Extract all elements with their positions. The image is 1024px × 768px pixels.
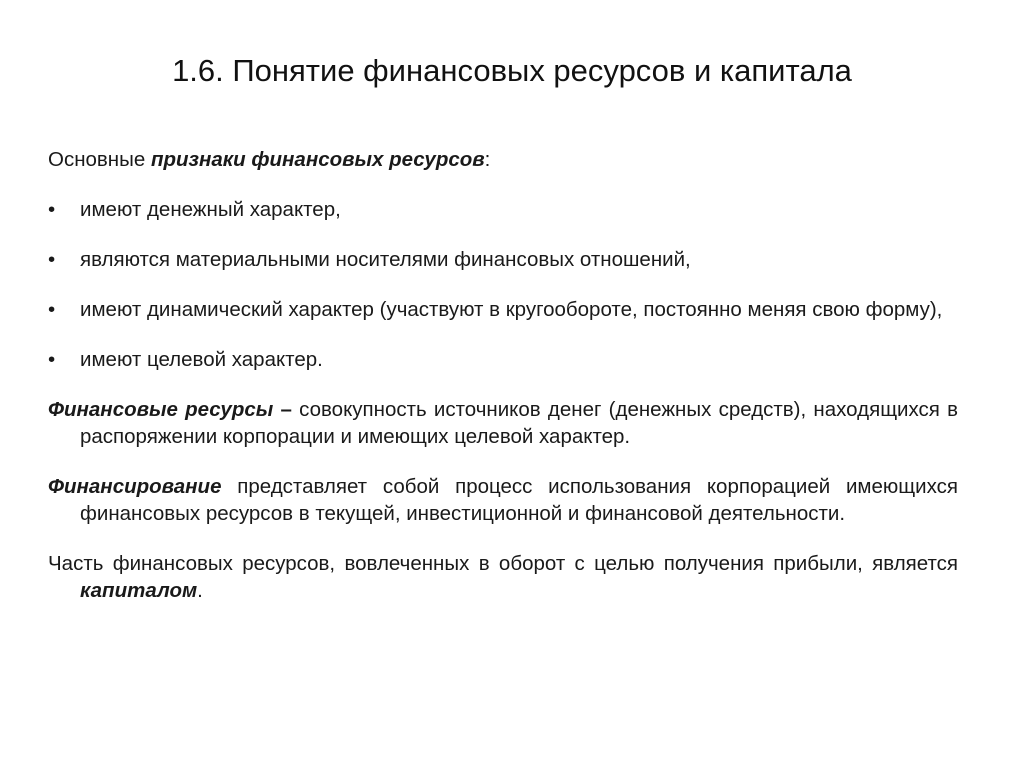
slide-title: 1.6. Понятие финансовых ресурсов и капитала	[172, 53, 852, 88]
list-item	[48, 196, 958, 223]
definition-capital	[48, 550, 958, 604]
bullet-icon: •	[48, 248, 56, 271]
definition-financing	[48, 473, 958, 527]
definition-term: Финансовые ресурсы	[48, 398, 274, 421]
features-list	[48, 196, 958, 373]
list-item-text: имеют динамический характер (участвуют в кругообороте, постоянно меняя свою форму),	[80, 298, 943, 321]
definition-financial-resources	[48, 396, 958, 450]
intro-suffix: :	[484, 148, 491, 171]
bullet-icon: •	[48, 298, 56, 321]
definition-text: Часть финансовых ресурсов, вовлеченных в оборот с целью получения прибыли, является	[48, 552, 958, 575]
definition-term: Финансирование	[48, 475, 222, 498]
definition-text: представляет собой процесс использования корпорацией имеющихся финансовых ресурсов в текущей, инвестиционной и финансовой деятельности.	[80, 475, 958, 525]
definition-dash: –	[273, 398, 300, 421]
bullet-icon: •	[48, 348, 56, 371]
intro-emphasis: признаки финансовых ресурсов	[150, 148, 485, 171]
list-item	[48, 246, 958, 273]
slide-body	[48, 146, 958, 627]
bullet-icon: •	[48, 198, 56, 221]
features-intro	[48, 146, 958, 173]
list-item	[48, 296, 958, 323]
list-item-text: имеют денежный характер,	[80, 198, 341, 221]
list-item-text: имеют целевой характер.	[80, 348, 323, 371]
definition-text: совокупность источников денег (денежных средств), находящихся в распоряжении корпорации и имеющих целевой характер.	[80, 398, 958, 448]
definition-term: капиталом	[80, 579, 198, 602]
list-item-text: являются материальными носителями финансовых отношений,	[80, 248, 691, 271]
list-item	[48, 346, 958, 373]
intro-prefix: Основные	[48, 148, 151, 171]
definition-suffix: .	[197, 579, 203, 602]
